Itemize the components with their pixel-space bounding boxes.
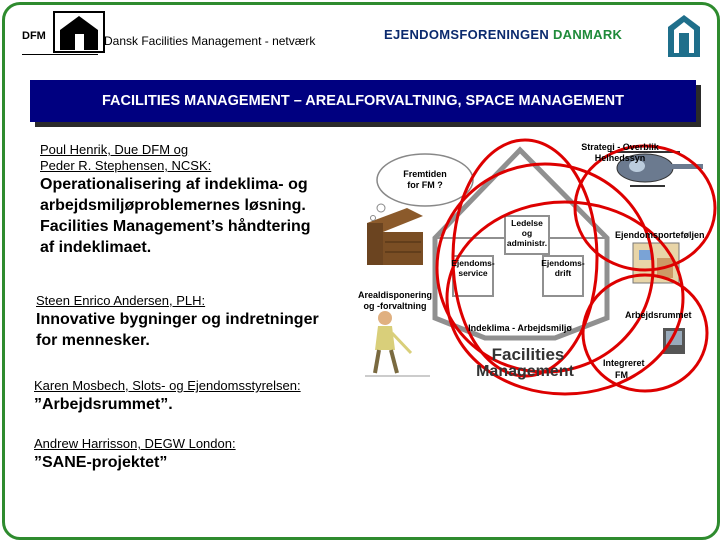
property-services-label-line1: Ejendoms- <box>451 258 495 268</box>
talk-1-speaker-line2: Peder R. Stephensen, NCSK: <box>40 158 212 173</box>
talk-1-title-line3: Facilities Management’s håndtering <box>40 218 311 235</box>
organization-name <box>384 27 622 42</box>
talk-2-speaker: Steen Enrico Andersen, PLH: <box>36 293 206 308</box>
talk-4 <box>34 436 236 473</box>
network-label: Dansk Facilities Management - netværk <box>104 34 316 48</box>
integrated-fm-label-line2: FM <box>615 370 628 380</box>
talk-2-title-line2: for mennesker. <box>36 332 150 349</box>
indoor-climate-label: Indeklima - Arbejdsmiljø <box>468 323 572 333</box>
space-label-line2: og -forvaltning <box>363 301 427 311</box>
organization-name-part2: DANMARK <box>552 27 623 42</box>
leadership-label-line1: Ledelse <box>511 218 543 228</box>
leadership-label-line2: og <box>521 228 533 238</box>
talk-4-speaker: Andrew Harrisson, DEGW London: <box>34 436 236 451</box>
talk-1-title-line4: af indeklimaet. <box>40 239 152 256</box>
space-label-line1: Arealdisponering <box>357 290 433 300</box>
property-services-label-line2: service <box>458 268 488 278</box>
property-portfolio-label: Ejendomsporteføljen <box>615 230 705 240</box>
talk-1-title-line2: arbejdsmiljøproblemernes løsning. <box>40 197 306 214</box>
strategy-label-line2: Helhedssyn <box>594 153 646 163</box>
leadership-label-line3: administr. <box>506 238 548 248</box>
workspace-label: Arbejdsrummet <box>625 310 692 320</box>
person-illustration <box>365 311 430 376</box>
house-logo-icon <box>664 13 704 59</box>
fm-label-line2: Management <box>476 363 574 380</box>
property-operation-label-line1: Ejendoms- <box>541 258 585 268</box>
dfm-logo-text: DFM <box>22 30 46 42</box>
fm-label-line1: Facilities <box>491 345 565 364</box>
cloud-label-line2: for FM ? <box>407 180 443 190</box>
integrated-fm-label-line1: Integreret <box>603 358 645 368</box>
talk-1-title-line1: Operationalisering af indeklima- og <box>40 176 308 193</box>
fm-diagram <box>345 128 720 410</box>
talk-1-speaker-line1: Poul Henrik, Due DFM og <box>40 142 189 157</box>
strategy-label-line1: Strategi - Overblik <box>581 142 659 152</box>
slide-title-banner: FACILITIES MANAGEMENT – AREALFORVALTNING, SPACE MANAGEMENT <box>30 80 696 122</box>
talk-4-title: ”SANE-projektet” <box>34 454 168 471</box>
talk-2-title-line1: Innovative bygninger og indretninger <box>36 311 319 328</box>
talk-3 <box>34 378 301 415</box>
property-operation-label-line2: drift <box>554 268 572 278</box>
cloud-label-line1: Fremtiden <box>403 169 447 179</box>
talk-3-title: ”Arbejdsrummet”. <box>34 396 173 413</box>
organization-name-part1: EJENDOMSFORENINGEN <box>384 27 550 42</box>
talk-3-speaker: Karen Mosbech, Slots- og Ejendomsstyrelsen: <box>34 378 301 393</box>
talk-2 <box>36 293 319 351</box>
talk-1 <box>40 142 311 258</box>
header-divider <box>22 54 98 55</box>
